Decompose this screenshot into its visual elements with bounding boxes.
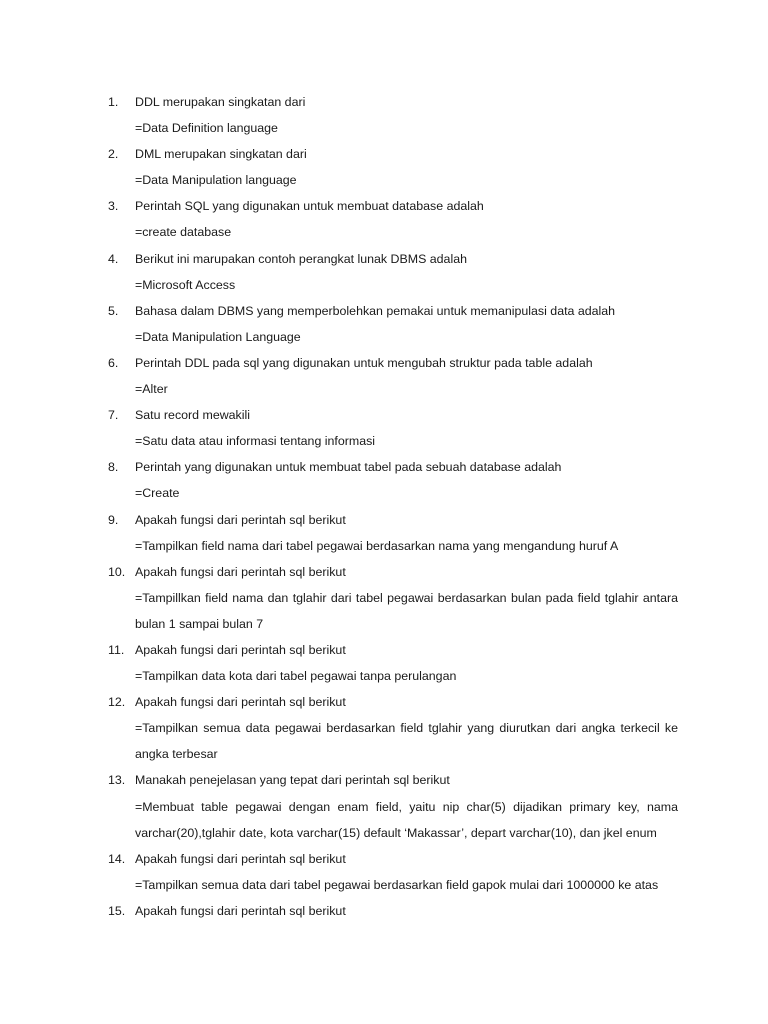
item-number: 11.	[108, 642, 125, 657]
question-text: Apakah fungsi dari perintah sql berikut	[135, 903, 346, 918]
question-text: Perintah DDL pada sql yang digunakan untuk mengubah struktur pada table adalah	[135, 355, 593, 370]
question-text: Bahasa dalam DBMS yang memperbolehkan pemakai untuk memanipulasi data adalah	[135, 303, 616, 318]
question-text: Apakah fungsi dari perintah sql berikut	[135, 851, 346, 866]
answer-text: =Create	[135, 486, 180, 501]
answer-text: =Data Definition language	[135, 121, 278, 136]
list-item-8	[108, 454, 678, 506]
list-item-10	[108, 559, 678, 637]
item-number: 13.	[108, 773, 126, 788]
question-text: Apakah fungsi dari perintah sql berikut	[135, 642, 346, 657]
question-text: Manakah penejelasan yang tepat dari perintah sql berikut	[135, 773, 450, 788]
item-number: 12.	[108, 695, 126, 710]
item-number: 1.	[108, 95, 119, 109]
list-item-4	[108, 246, 678, 298]
list-item-5	[108, 298, 678, 350]
question-text: DDL merupakan singkatan dari	[135, 95, 306, 109]
question-text: DML merupakan singkatan dari	[135, 147, 307, 162]
list-item-3	[108, 193, 678, 245]
answer-text: =Tampilkan semua data pegawai berdasarkan field tglahir yang diurutkan dari angka terkecil ke angka terbesar	[135, 721, 678, 762]
question-text: Apakah fungsi dari perintah sql berikut	[135, 512, 346, 527]
question-list	[108, 89, 678, 924]
list-item-2	[108, 141, 678, 193]
list-item-7	[108, 402, 678, 454]
question-text: Apakah fungsi dari perintah sql berikut	[135, 695, 346, 710]
list-item-11	[108, 637, 678, 689]
item-number: 2.	[108, 147, 119, 162]
answer-text: =create database	[135, 225, 232, 240]
item-number: 8.	[108, 460, 119, 475]
answer-text: =Satu data atau informasi tentang informasi	[135, 434, 376, 449]
list-item-9	[108, 507, 678, 559]
question-text: Satu record mewakili	[135, 408, 251, 423]
item-number: 15.	[108, 903, 126, 918]
answer-text: =Microsoft Access	[135, 277, 236, 292]
item-number: 4.	[108, 251, 119, 266]
answer-text: =Data Manipulation language	[135, 173, 297, 188]
question-text: Perintah yang digunakan untuk membuat tabel pada sebuah database adalah	[135, 460, 562, 475]
question-text: Berikut ini marupakan contoh perangkat lunak DBMS adalah	[135, 251, 467, 266]
question-text: Perintah SQL yang digunakan untuk membuat database adalah	[135, 199, 484, 214]
list-item-12	[108, 689, 678, 767]
answer-text: =Data Manipulation Language	[135, 329, 301, 344]
answer-text: =Tampilkan field nama dari tabel pegawai berdasarkan nama yang mengandung huruf A	[135, 538, 619, 553]
list-item-14	[108, 846, 678, 898]
item-number: 3.	[108, 199, 119, 214]
list-item-15	[108, 898, 678, 924]
answer-text: =Tampillkan field nama dan tglahir dari tabel pegawai berdasarkan bulan pada field tglahir antara bulan 1 sampai bulan 7	[135, 590, 678, 631]
list-item-6	[108, 350, 678, 402]
answer-text: =Alter	[135, 382, 168, 397]
answer-text: =Tampilkan semua data dari tabel pegawai berdasarkan field gapok mulai dari 1000000 ke atas	[135, 877, 659, 892]
answer-text: =Tampilkan data kota dari tabel pegawai tanpa perulangan	[135, 669, 457, 684]
item-number: 10.	[108, 564, 126, 579]
item-number: 7.	[108, 408, 119, 423]
item-number: 6.	[108, 355, 119, 370]
item-number: 9.	[108, 512, 119, 527]
item-number: 5.	[108, 303, 119, 318]
list-item-1	[108, 89, 678, 141]
answer-text: =Membuat table pegawai dengan enam field, yaitu nip char(5) dijadikan primary key, nama varchar(20),tglahir date, kota varchar(15) default ‘Makassar’, depart varchar(10), dan jkel enum	[135, 799, 678, 840]
question-text: Apakah fungsi dari perintah sql berikut	[135, 564, 346, 579]
item-number: 14.	[108, 851, 126, 866]
list-item-13	[108, 767, 678, 845]
